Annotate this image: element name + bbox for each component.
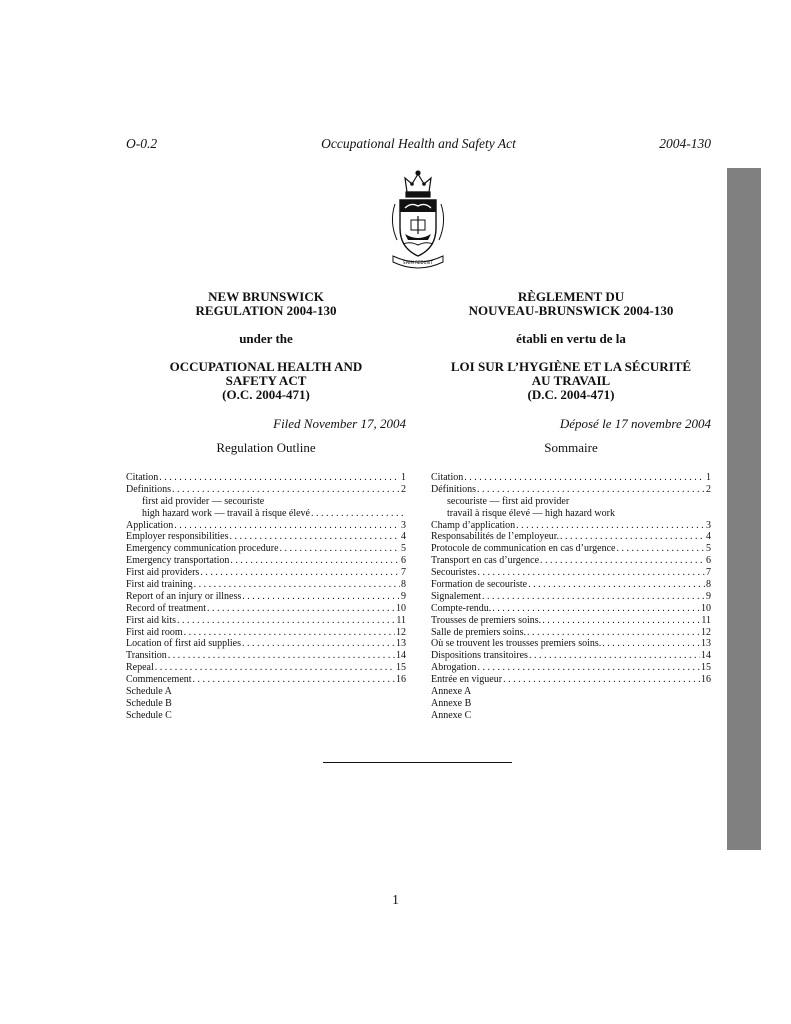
english-title-block	[126, 290, 406, 402]
toc-leader-dots	[230, 555, 400, 567]
toc-leader-dots	[478, 662, 700, 674]
toc-leader-dots	[200, 567, 400, 579]
toc-leader-dots	[168, 650, 395, 662]
toc-entry	[431, 698, 711, 710]
toc-entry-label: Schedule B	[126, 697, 172, 709]
toc-entry-page: 9	[706, 590, 711, 602]
toc-entry-label: travail à risque élevé — high hazard work	[447, 507, 615, 519]
toc-leader-dots	[242, 638, 395, 650]
toc-entry-label: secouriste — first aid provider	[447, 495, 570, 507]
french-outline-heading: Sommaire	[544, 440, 598, 455]
toc-entry-label: Transport en cas d’urgence	[431, 555, 540, 567]
toc-entry	[126, 591, 406, 603]
toc-entry-label: Location of first aid supplies	[126, 638, 241, 650]
toc-entry-label: Entrée en vigueur	[431, 674, 503, 686]
toc-entry-label: Report of an injury or illness	[126, 590, 242, 602]
toc-entry	[126, 615, 406, 627]
toc-entry-label: Emergency communication procedure	[126, 543, 279, 555]
toc-entry	[431, 579, 711, 591]
toc-entry	[431, 567, 711, 579]
toc-entry-page: 15	[396, 662, 406, 674]
toc-entry-page: 7	[401, 567, 406, 579]
toc-entry-page: 1	[706, 472, 711, 483]
toc-leader-dots	[230, 531, 401, 543]
toc-leader-dots	[242, 591, 400, 603]
toc-entry	[431, 591, 711, 603]
toc-entry-page: 11	[396, 614, 406, 626]
toc-entry-page: 5	[706, 543, 711, 555]
english-title-line-2: REGULATION 2004-130	[195, 303, 337, 318]
toc-leader-dots	[477, 484, 705, 496]
english-filed-date: Filed November 17, 2004	[273, 416, 406, 431]
toc-entry-label: Salle de premiers soins.	[431, 626, 526, 638]
english-table-of-contents	[126, 472, 406, 722]
toc-entry	[431, 520, 711, 532]
toc-entry	[126, 531, 406, 543]
toc-leader-dots	[516, 520, 705, 532]
toc-leader-dots	[482, 591, 705, 603]
toc-entry-page: 14	[701, 650, 711, 662]
thumb-index-tab	[727, 168, 761, 850]
toc-entry-page: 14	[396, 650, 406, 662]
toc-entry-page: 15	[701, 662, 711, 674]
toc-entry	[126, 650, 406, 662]
toc-entry-page: 3	[401, 519, 406, 531]
toc-entry	[431, 615, 711, 627]
toc-leader-dots	[527, 627, 700, 639]
toc-entry-label: Où se trouvent les trousses premiers soins.	[431, 638, 602, 650]
english-under: under the	[239, 331, 293, 346]
crest-motto: SPEM REDUXIT	[403, 260, 433, 265]
toc-entry	[431, 472, 711, 484]
toc-entry	[431, 627, 711, 639]
toc-entry	[126, 710, 406, 722]
toc-entry	[126, 627, 406, 639]
toc-entry	[431, 555, 711, 567]
toc-entry	[431, 710, 711, 722]
english-column	[126, 290, 406, 722]
toc-leader-dots	[560, 531, 705, 543]
toc-leader-dots	[177, 615, 395, 627]
toc-entry-label: Schedule A	[126, 686, 172, 698]
french-under: établi en vertu de la	[516, 331, 626, 346]
toc-entry-page: 16	[701, 674, 711, 686]
toc-entry	[126, 543, 406, 555]
toc-entry-label: Schedule C	[126, 709, 172, 721]
toc-entry-label: Commencement	[126, 674, 192, 686]
toc-entry	[126, 603, 406, 615]
toc-entry	[431, 686, 711, 698]
french-title-line-2: NOUVEAU-BRUNSWICK 2004-130	[468, 303, 674, 318]
toc-entry-label: Abrogation	[431, 662, 477, 674]
toc-leader-dots	[540, 555, 705, 567]
toc-entry-page: 13	[701, 638, 711, 650]
toc-entry	[431, 508, 711, 520]
toc-entry-page: 10	[396, 602, 406, 614]
toc-entry	[431, 543, 711, 555]
toc-leader-dots	[503, 674, 700, 686]
toc-entry	[126, 484, 406, 496]
english-act-line-1: OCCUPATIONAL HEALTH AND	[169, 359, 363, 374]
toc-entry-page: 8	[401, 579, 406, 591]
toc-entry	[431, 662, 711, 674]
english-act-line-3: (O.C. 2004-471)	[222, 387, 310, 402]
toc-entry-label: Champ d’application	[431, 519, 516, 531]
toc-entry-label: Définitions	[431, 483, 476, 495]
toc-entry-label: Citation	[431, 472, 464, 483]
toc-entry-page: 13	[396, 638, 406, 650]
toc-leader-dots	[542, 615, 700, 627]
toc-entry	[126, 638, 406, 650]
toc-leader-dots	[311, 508, 405, 520]
toc-leader-dots	[616, 543, 705, 555]
toc-entry-label: Secouristes	[431, 567, 477, 579]
toc-entry-label: first aid provider — secouriste	[142, 495, 265, 507]
toc-leader-dots	[194, 579, 400, 591]
toc-leader-dots	[184, 627, 395, 639]
toc-entry-label: Employer responsibilities	[126, 531, 229, 543]
french-filed-date: Déposé le 17 novembre 2004	[559, 416, 711, 431]
toc-entry-label: high hazard work — travail à risque élevé	[142, 507, 310, 519]
french-table-of-contents	[431, 472, 711, 722]
toc-entry-label: Formation de secouriste	[431, 579, 528, 591]
english-act-line-2: SAFETY ACT	[225, 373, 307, 388]
toc-entry-page: 12	[701, 626, 711, 638]
toc-entry	[126, 698, 406, 710]
toc-entry	[126, 579, 406, 591]
french-column	[431, 290, 711, 722]
toc-entry-page: 9	[401, 590, 406, 602]
toc-entry-page: 7	[706, 567, 711, 579]
page-number: 1	[392, 892, 399, 907]
toc-entry-label: Transition	[126, 650, 167, 662]
toc-entry	[431, 638, 711, 650]
toc-entry-page: 12	[396, 626, 406, 638]
toc-leader-dots	[464, 472, 705, 484]
toc-entry	[126, 472, 406, 484]
toc-leader-dots	[174, 520, 400, 532]
toc-entry-label: First aid room	[126, 626, 183, 638]
toc-entry-label: Definitions	[126, 483, 171, 495]
toc-entry-label: First aid training	[126, 579, 193, 591]
toc-entry	[126, 567, 406, 579]
toc-entry	[431, 496, 711, 508]
coat-of-arms-icon	[385, 168, 451, 270]
french-act-line-1: LOI SUR L’HYGIÈNE ET LA SÉCURITÉ	[450, 359, 692, 374]
toc-leader-dots	[529, 650, 700, 662]
regulation-number: 2004-130	[659, 136, 711, 151]
english-title-line-1: NEW BRUNSWICK	[208, 289, 324, 304]
toc-entry	[431, 650, 711, 662]
act-name: Occupational Health and Safety Act	[321, 136, 516, 151]
toc-leader-dots	[155, 662, 395, 674]
toc-leader-dots	[193, 674, 395, 686]
toc-entry-page: 6	[706, 555, 711, 567]
toc-entry	[126, 662, 406, 674]
toc-entry-label: Repeal	[126, 662, 154, 674]
french-title-block	[431, 290, 711, 402]
toc-entry-label: Trousses de premiers soins.	[431, 614, 542, 626]
toc-entry-page: 10	[701, 602, 711, 614]
english-outline-heading: Regulation Outline	[216, 440, 316, 455]
toc-entry-page: 1	[401, 472, 406, 483]
toc-leader-dots	[207, 603, 395, 615]
toc-entry-page: 5	[401, 543, 406, 555]
toc-entry	[126, 555, 406, 567]
toc-entry	[431, 603, 711, 615]
toc-entry-page: 2	[401, 483, 406, 495]
toc-entry-page: 4	[706, 531, 711, 543]
toc-entry	[126, 686, 406, 698]
toc-entry	[126, 674, 406, 686]
toc-entry-label: Protocole de communication en cas d’urgence	[431, 543, 616, 555]
toc-entry-label: Annexe A	[431, 686, 472, 698]
toc-entry-page: 2	[706, 483, 711, 495]
toc-entry-page: 16	[396, 674, 406, 686]
toc-entry	[431, 674, 711, 686]
french-title-line-1: RÈGLEMENT DU	[517, 289, 625, 304]
toc-entry	[126, 520, 406, 532]
toc-entry-label: Emergency transportation	[126, 555, 230, 567]
toc-leader-dots	[159, 472, 400, 484]
toc-entry-label: Citation	[126, 472, 159, 483]
toc-entry-label: First aid providers	[126, 567, 200, 579]
toc-entry-label: Dispositions transitoires	[431, 650, 528, 662]
toc-entry-label: Annexe B	[431, 697, 472, 709]
french-act-line-2: AU TRAVAIL	[531, 373, 611, 388]
toc-entry-label: Signalement	[431, 590, 481, 602]
toc-leader-dots	[492, 603, 700, 615]
toc-entry-page: 11	[701, 614, 711, 626]
chapter-code: O-0.2	[126, 136, 158, 151]
toc-entry-label: First aid kits	[126, 614, 177, 626]
toc-entry-page: 3	[706, 519, 711, 531]
toc-entry-page: 4	[401, 531, 406, 543]
french-act-line-3: (D.C. 2004-471)	[527, 387, 615, 402]
toc-entry	[126, 496, 406, 508]
toc-entry-label: Responsabilités de l’employeur.	[431, 531, 560, 543]
toc-entry-page: 8	[706, 579, 711, 591]
running-header	[126, 136, 711, 156]
toc-leader-dots	[528, 579, 705, 591]
toc-leader-dots	[172, 484, 400, 496]
toc-leader-dots	[602, 638, 700, 650]
toc-entry-label: Compte-rendu.	[431, 602, 492, 614]
toc-entry	[431, 531, 711, 543]
toc-entry	[126, 508, 406, 520]
toc-entry-label: Application	[126, 519, 174, 531]
toc-entry-page: 6	[401, 555, 406, 567]
toc-entry	[431, 484, 711, 496]
toc-leader-dots	[280, 543, 400, 555]
toc-entry-label: Annexe C	[431, 709, 472, 721]
toc-entry-label: Record of treatment	[126, 602, 206, 614]
toc-leader-dots	[478, 567, 705, 579]
end-rule-divider	[323, 762, 512, 763]
